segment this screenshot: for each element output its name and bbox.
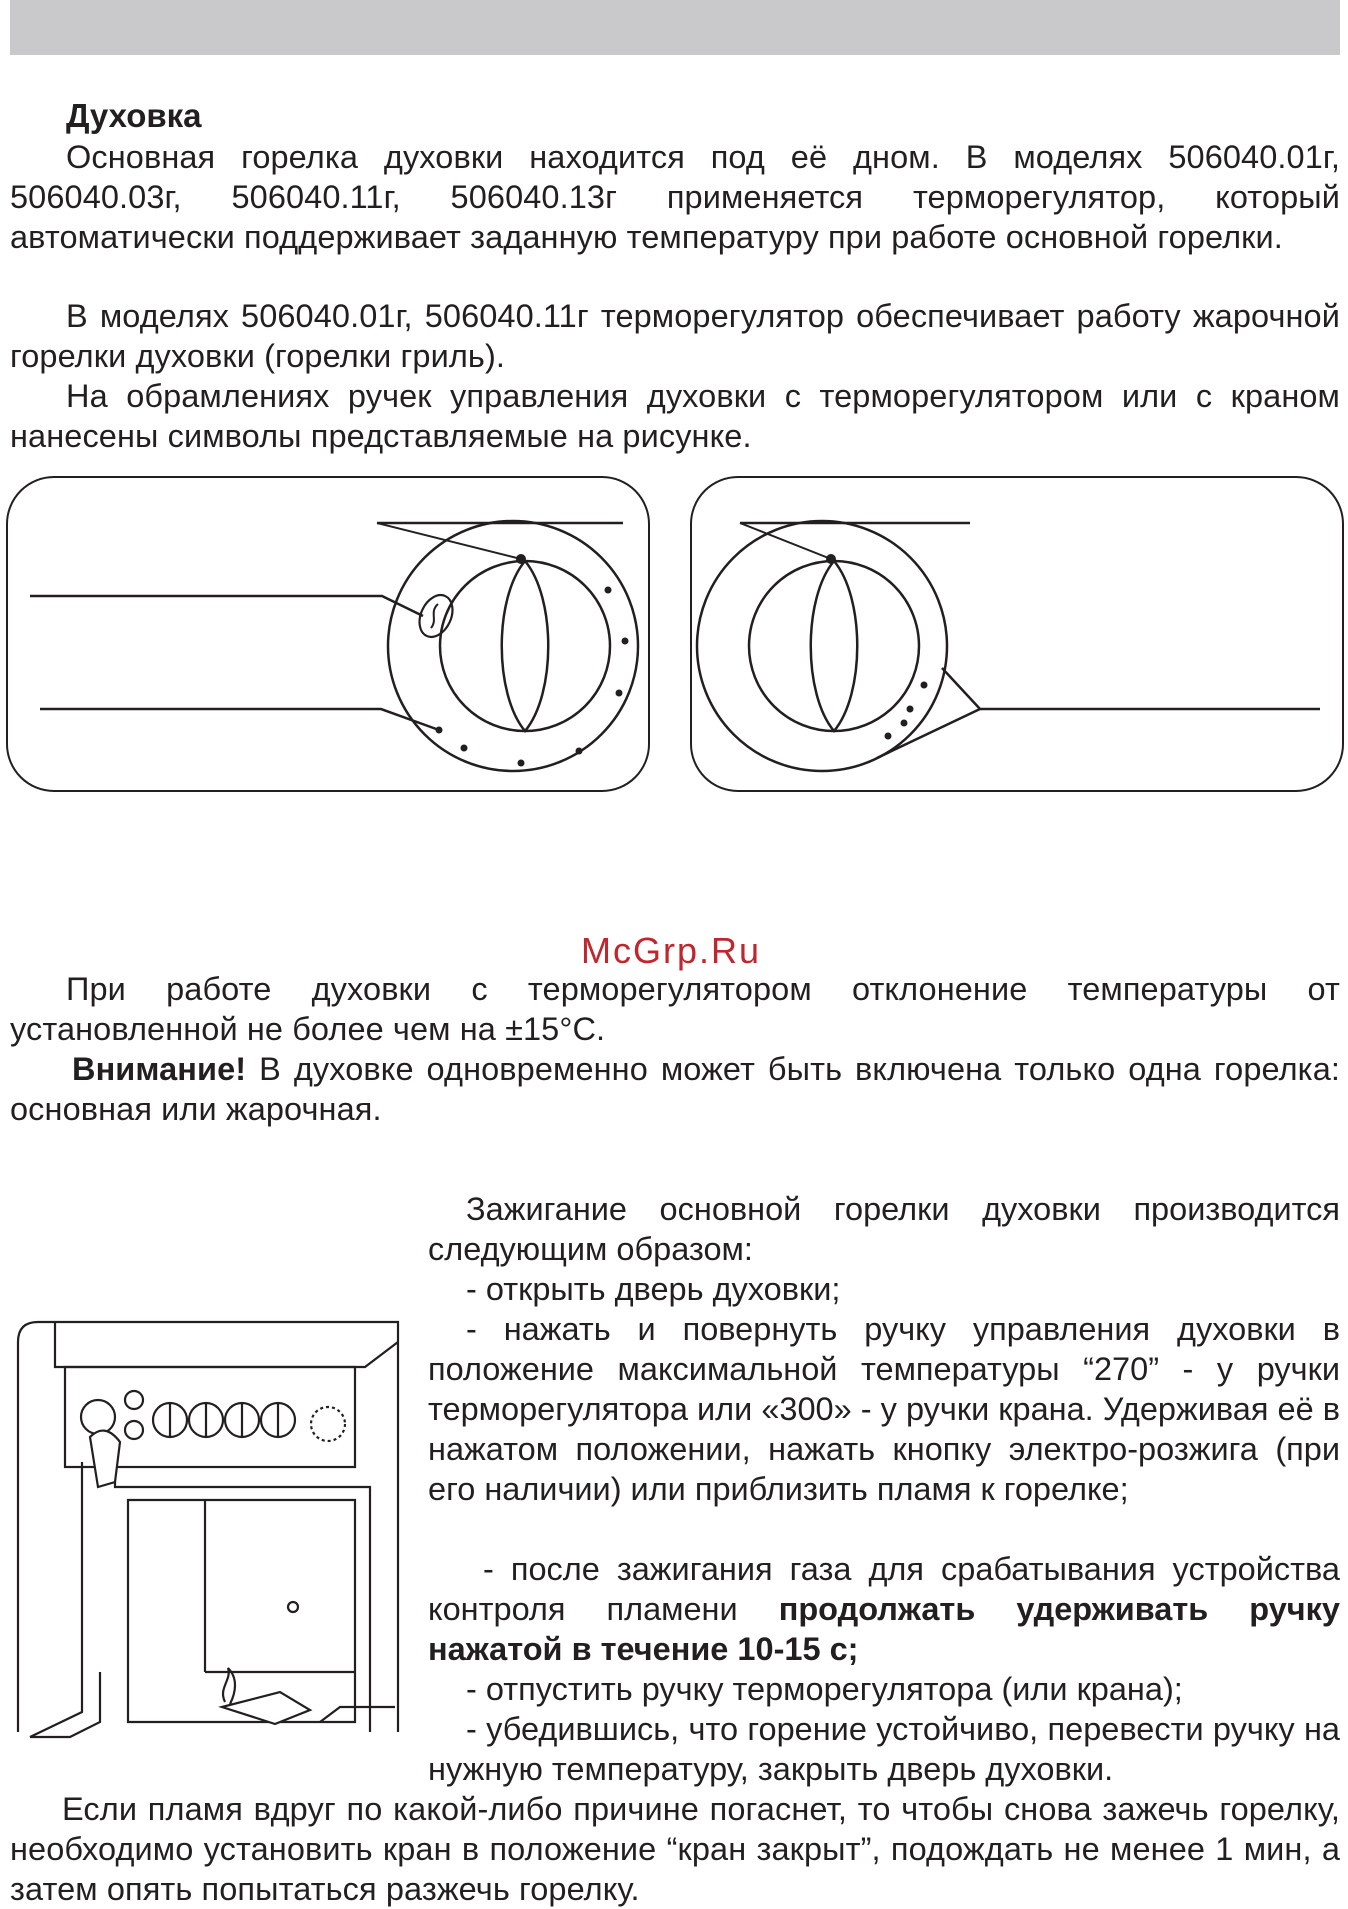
ignition-intro-text: Зажигание основной горелки духовки производится следующим образом: bbox=[428, 1191, 1340, 1267]
hand-with-match bbox=[222, 1692, 310, 1724]
header-bar bbox=[10, 0, 1340, 55]
paragraph-relight-text: Если пламя вдруг по какой-либо причине погаснет, то чтобы снова зажечь горелку, необходимо установить кран в положение “кран закрыт”, подождать не менее 1 мин, а затем опять попытаться разжечь горелку. bbox=[10, 1791, 1340, 1907]
ignition-step-5-text: - убедившись, что горение устойчиво, перевести ручку на нужную температуру, закрыть дверь духовки. bbox=[428, 1711, 1340, 1787]
marker-dot bbox=[605, 587, 612, 594]
marker-dot bbox=[921, 682, 928, 689]
marker-dot bbox=[518, 760, 525, 767]
marker-dot bbox=[885, 733, 892, 740]
flame-symbol-icon bbox=[413, 590, 459, 643]
ignition-intro bbox=[428, 1189, 1340, 1269]
leader-line bbox=[40, 709, 439, 730]
timer-knob bbox=[311, 1407, 345, 1441]
oven-outline bbox=[18, 1322, 398, 1732]
paragraph-temperature-deviation bbox=[10, 969, 1340, 1049]
tap-knob-figure bbox=[690, 476, 1344, 792]
ignition-step-4 bbox=[428, 1669, 1340, 1709]
paragraph-main-burner bbox=[10, 137, 1340, 257]
knob-grip bbox=[502, 561, 549, 731]
marker-dot bbox=[616, 690, 623, 697]
paragraph-main-burner-text: Основная горелка духовки находится под её дном. В моделях 506040.01г, 506040.03г, 506040.11г, 506040.13г применяется терморегулятор, который автоматически поддерживает заданную температуру при работе основной горелки. bbox=[10, 139, 1340, 255]
paragraph-symbols-text: На обрамлениях ручек управления духовки с терморегулятором или с краном нанесены символы представляемые на рисунке. bbox=[10, 378, 1340, 454]
marker-dot bbox=[901, 720, 908, 727]
marker-dot bbox=[576, 748, 583, 755]
ignition-step-1 bbox=[428, 1269, 1340, 1309]
panel-knob bbox=[81, 1400, 115, 1434]
marker-dot bbox=[461, 745, 468, 752]
warning-label: Внимание! bbox=[72, 1051, 247, 1087]
marker-dot bbox=[622, 638, 629, 645]
paragraph-grill-burner-text: В моделях 506040.01г, 506040.11г терморегулятор обеспечивает работу жарочной горелки духовки (горелки гриль). bbox=[10, 298, 1340, 374]
knob-bezel-ring bbox=[697, 521, 947, 771]
ignition-step-1-text: - открыть дверь духовки; bbox=[466, 1271, 841, 1307]
section-title: Духовка bbox=[66, 97, 202, 134]
oven-cavity-frame bbox=[115, 1462, 370, 1732]
panel-button bbox=[125, 1421, 143, 1439]
warning-text: В духовке одновременно может быть включена только одна горелка: основная или жарочная. bbox=[10, 1051, 1340, 1127]
flame-symbol-stroke bbox=[431, 604, 438, 628]
ignition-step-2 bbox=[428, 1309, 1340, 1509]
ignition-step-2-text: - нажать и повернуть ручку управления духовки в положение максимальной температуры “270” - у ручки терморегулятора или «300» - у ручки крана. Удерживая её в нажатом положении, нажать кнопку электро-розжига (при его наличии) или приблизить пламя к горелке; bbox=[428, 1311, 1340, 1507]
marker-dot bbox=[907, 706, 914, 713]
ignition-step-3 bbox=[428, 1549, 1340, 1669]
paragraph-symbols bbox=[10, 376, 1340, 456]
oven-cavity bbox=[128, 1500, 355, 1722]
knob-body bbox=[440, 561, 610, 731]
leader-line bbox=[30, 596, 423, 616]
door-hinge-right bbox=[320, 1707, 395, 1722]
paragraph-relight bbox=[10, 1789, 1340, 1909]
burner-port bbox=[288, 1602, 298, 1612]
knob-grip bbox=[811, 561, 858, 731]
ignition-step-5 bbox=[428, 1709, 1340, 1789]
ignition-step-4-text: - отпустить ручку терморегулятора (или крана); bbox=[466, 1671, 1183, 1707]
knob-body bbox=[749, 561, 919, 731]
leader-line bbox=[377, 523, 521, 559]
ignition-step-3-text: - после зажигания газа для срабатывания устройства контроля пламени bbox=[428, 1551, 1340, 1627]
watermark: McGrp.Ru bbox=[581, 930, 762, 971]
thermostat-knob-drawing bbox=[8, 478, 648, 790]
knob-bezel-ring bbox=[388, 521, 638, 771]
leader-line bbox=[877, 709, 980, 758]
hand-on-knob bbox=[90, 1431, 120, 1487]
door-hinge-left bbox=[30, 1462, 82, 1737]
panel-top-edge bbox=[55, 1322, 398, 1367]
paragraph-warning bbox=[10, 1049, 1340, 1129]
paragraph-grill-burner bbox=[10, 296, 1340, 376]
leader-line bbox=[942, 668, 1320, 709]
match-flame bbox=[223, 1668, 235, 1704]
oven-drawing bbox=[10, 1312, 410, 1748]
paragraph-temperature-deviation-text: При работе духовки с терморегулятором отклонение температуры от установленной не более чем на ±15°С. bbox=[10, 971, 1340, 1047]
panel-button bbox=[125, 1391, 143, 1409]
ignition-step-3-bold: продолжать удерживать ручку нажатой в течение 10-15 с; bbox=[428, 1591, 1340, 1667]
tap-knob-drawing bbox=[692, 478, 1342, 790]
oven-illustration bbox=[10, 1312, 410, 1753]
thermostat-knob-figure bbox=[6, 476, 650, 792]
